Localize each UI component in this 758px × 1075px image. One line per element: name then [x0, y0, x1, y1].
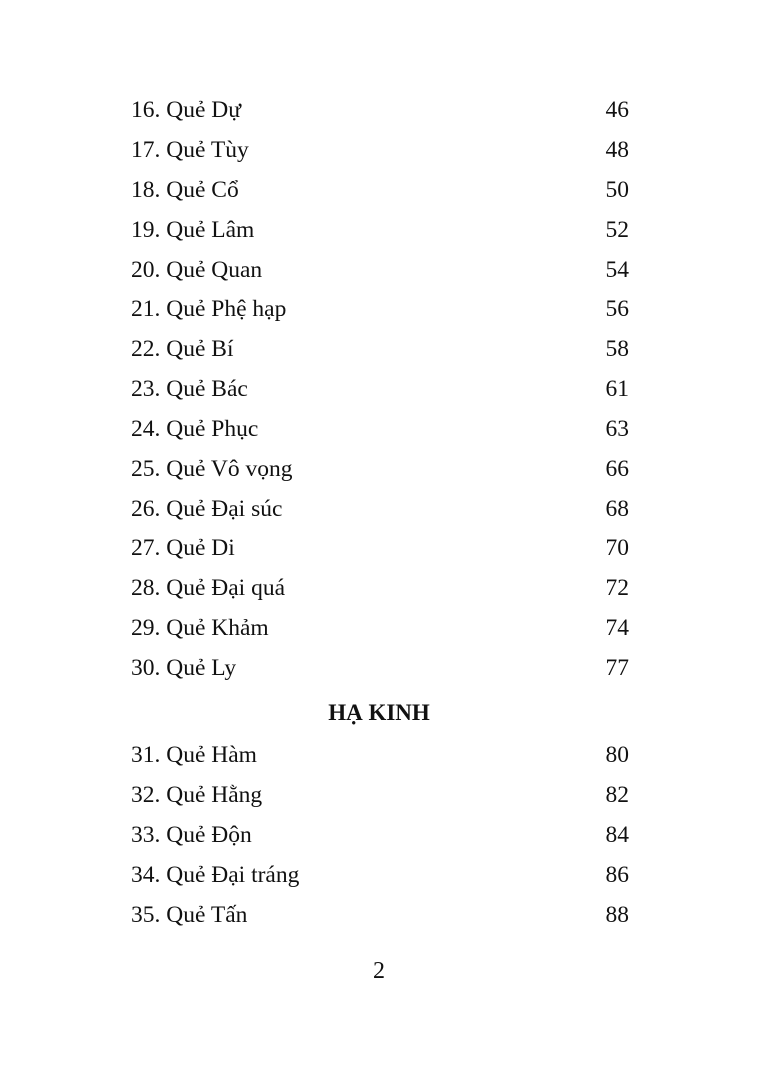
toc-entry: [131, 131, 629, 171]
toc-entry-title: 19. Quẻ Lâm: [131, 216, 255, 243]
toc-entry: [131, 211, 629, 251]
toc-entry-title: 34. Quẻ Đại tráng: [131, 861, 300, 888]
toc-entry-title: 26. Quẻ Đại súc: [131, 495, 283, 522]
toc-entry: [131, 171, 629, 211]
toc-entry: [131, 816, 629, 856]
section-heading: HẠ KINH: [328, 700, 430, 725]
toc-entry: [131, 250, 629, 290]
toc-entry: [131, 91, 629, 131]
toc-entry-page: 66: [605, 455, 629, 482]
toc-entry: [131, 410, 629, 450]
toc-entry-title: 28. Quẻ Đại quá: [131, 575, 286, 602]
toc-entry: [131, 609, 629, 649]
toc-entry-page: 56: [605, 296, 629, 323]
toc-entry-page: 58: [605, 336, 629, 363]
toc-entry-page: 52: [605, 216, 629, 243]
toc-entry: [131, 569, 629, 609]
toc-entry-page: 70: [605, 535, 629, 562]
toc-entry-title: 27. Quẻ Di: [131, 535, 235, 562]
toc-entry-title: 24. Quẻ Phục: [131, 415, 259, 442]
toc-entry-page: 48: [605, 137, 629, 164]
toc-entry-title: 25. Quẻ Vô vọng: [131, 455, 293, 482]
toc-entry: [131, 856, 629, 896]
toc-entry-title: 22. Quẻ Bí: [131, 336, 234, 363]
toc-entry-page: 77: [605, 654, 629, 681]
toc-entry: [131, 776, 629, 816]
toc-entry-page: 86: [605, 861, 629, 888]
toc-entry-page: 46: [605, 97, 629, 124]
toc-entry-title: 18. Quẻ Cổ: [131, 176, 239, 203]
toc-entry-page: 54: [605, 256, 629, 283]
toc-list-lower: [131, 736, 629, 935]
toc-entry-title: 31. Quẻ Hàm: [131, 742, 257, 769]
toc-entry-title: 33. Quẻ Độn: [131, 821, 252, 848]
toc-entry-page: 50: [605, 176, 629, 203]
toc-entry: [131, 649, 629, 689]
toc-entry-page: 84: [605, 821, 629, 848]
toc-entry-title: 16. Quẻ Dự: [131, 97, 241, 124]
page-number: 2: [373, 958, 385, 984]
toc-entry-page: 82: [605, 782, 629, 809]
toc-entry-page: 74: [605, 615, 629, 642]
toc-entry: [131, 290, 629, 330]
toc-entry-title: 30. Quẻ Ly: [131, 654, 237, 681]
toc-entry-title: 17. Quẻ Tùy: [131, 137, 249, 164]
toc-entry-page: 80: [605, 742, 629, 769]
toc-entry-title: 21. Quẻ Phệ hạp: [131, 296, 287, 323]
toc-entry: [131, 529, 629, 569]
toc-entry-title: 35. Quẻ Tấn: [131, 901, 248, 928]
toc-entry-title: 29. Quẻ Khảm: [131, 615, 269, 642]
toc-list-upper: [131, 91, 629, 689]
toc-entry: [131, 450, 629, 490]
toc-entry-page: 61: [605, 376, 629, 403]
toc-entry-page: 68: [605, 495, 629, 522]
toc-entry-title: 23. Quẻ Bác: [131, 376, 248, 403]
toc-entry-page: 72: [605, 575, 629, 602]
toc-entry-page: 88: [605, 901, 629, 928]
toc-entry: [131, 370, 629, 410]
toc-entry-title: 32. Quẻ Hằng: [131, 782, 263, 809]
toc-entry: [131, 895, 629, 935]
toc-entry: [131, 330, 629, 370]
toc-entry-title: 20. Quẻ Quan: [131, 256, 263, 283]
toc-entry: [131, 736, 629, 776]
toc-entry: [131, 489, 629, 529]
toc-entry-page: 63: [605, 415, 629, 442]
